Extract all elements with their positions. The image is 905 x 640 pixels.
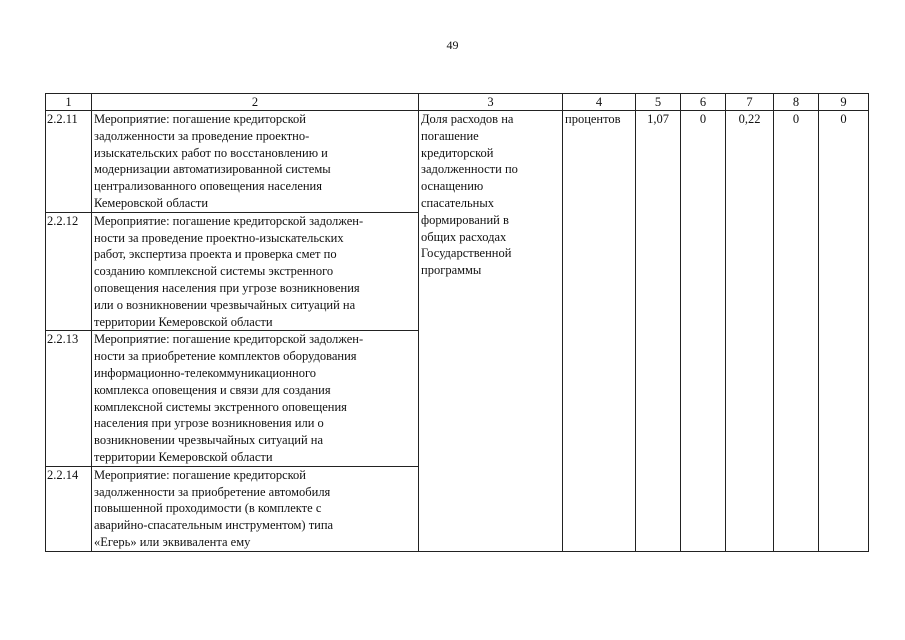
indicator-unit: процентов: [563, 111, 636, 552]
measure-description: Мероприятие: погашение кредиторской задолженности за проведение проектно- изыскательских работ по восстановлению и модернизации автоматизированной системы централизованного оповещения населения Кемеровской области: [92, 111, 419, 213]
table-row: [46, 111, 869, 213]
indicator-value-col9: 0: [819, 111, 869, 552]
measure-description: Мероприятие: погашение кредиторской задолжен- ности за проведение проектно-изыскательских работ, экспертиза проекта и проверка смет по созданию комплексной системы экстренного оповещения населения при угрозе возникновения или о возникновении чрезвычайных ситуаций на территории Кемеровской области: [92, 212, 419, 331]
measures-table: [45, 93, 869, 552]
header-cell-8: 8: [774, 94, 819, 111]
measure-description: Мероприятие: погашение кредиторской задолженности за приобретение автомобиля повышенной проходимости (в комплекте с аварийно-спасательным инструментом) типа «Егерь» или эквивалента ему: [92, 466, 419, 551]
header-cell-6: 6: [681, 94, 726, 111]
measure-description: Мероприятие: погашение кредиторской задолжен- ности за приобретение комплектов оборудования информационно-телекоммуникационного комплекса оповещения и связи для создания комплексной системы экстренного оповещения населения при угрозе возникновения или о возникновении чрезвычайных ситуаций на территории Кемеровской области: [92, 331, 419, 466]
header-cell-3: 3: [419, 94, 563, 111]
row-number: 2.2.14: [46, 466, 92, 551]
row-number: 2.2.11: [46, 111, 92, 213]
indicator-value-col8: 0: [774, 111, 819, 552]
page-number: 49: [446, 38, 459, 52]
header-cell-2: 2: [92, 94, 419, 111]
indicator-value-col5: 1,07: [636, 111, 681, 552]
row-number: 2.2.13: [46, 331, 92, 466]
header-row: [46, 94, 869, 111]
header-cell-4: 4: [563, 94, 636, 111]
header-cell-7: 7: [726, 94, 774, 111]
header-cell-5: 5: [636, 94, 681, 111]
indicator-value-col7: 0,22: [726, 111, 774, 552]
row-number: 2.2.12: [46, 212, 92, 331]
indicator-name: Доля расходов на погашение кредиторской задолженности по оснащению спасательных формирований в общих расходах Государственной программы: [419, 111, 563, 552]
header-cell-9: 9: [819, 94, 869, 111]
indicator-value-col6: 0: [681, 111, 726, 552]
header-cell-1: 1: [46, 94, 92, 111]
